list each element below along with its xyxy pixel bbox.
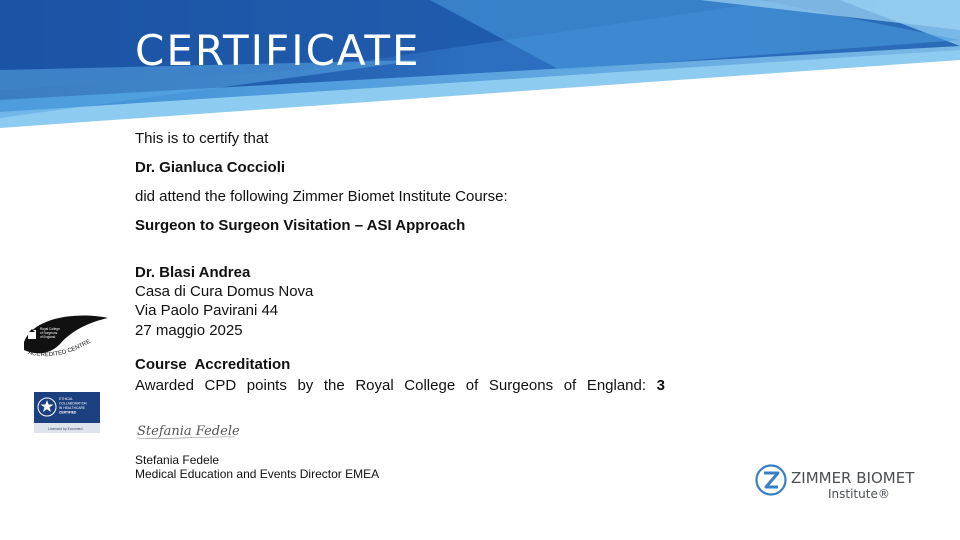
course-name: Surgeon to Surgeon Visitation – ASI Approach [135,217,466,234]
zimmer-biomet-name: ZIMMER BIOMET [791,469,915,487]
rcs-accredited-centre-logo [20,310,115,370]
cpd-text: Awarded CPD points by the Royal College of Surgeons of England: [135,377,647,394]
zimmer-biomet-z-icon [755,464,787,496]
rcs-logo-line1: Royal College [40,327,60,331]
signatory-name: Stefania Fedele [135,453,220,467]
host-name: Dr. Blasi Andrea [135,264,251,281]
attend-text: did attend the following Zimmer Biomet Institute Course: [135,188,508,205]
recipient-name: Dr. Gianluca Coccioli [135,159,286,176]
signature [135,418,245,442]
ethical-collaboration-logo [34,392,100,433]
ec-logo-line1: ETHICAL [59,397,73,401]
rcs-logo-line3: of England [40,335,56,339]
course-date: 27 maggio 2025 [135,322,243,339]
signature-text: Stefania Fedele [137,424,240,439]
host-address: Via Paolo Pavirani 44 [135,302,279,319]
cpd-points: 3 [656,377,665,394]
zimmer-biomet-institute: Institute® [828,487,890,501]
zimmer-biomet-logo [755,462,935,504]
ec-logo-footer: Licensed by Eucomed [48,427,83,431]
certificate-title: CERTIFICATE [135,26,421,75]
ec-logo-line4: CERTIFIED [59,410,77,415]
rcs-logo-line2: of Surgeons [40,331,58,335]
ec-logo-line2: COLLABORATION [59,401,87,406]
rcs-logo-arc-text: ACCREDITED CENTRE [27,338,92,359]
intro-text: This is to certify that [135,130,269,147]
cpd-line [135,377,665,395]
accreditation-heading: Course Accreditation [135,356,291,373]
signatory-role: Medical Education and Events Director EMEA [135,467,380,481]
host-facility: Casa di Cura Domus Nova [135,283,314,300]
ec-logo-line3: IN HEALTHCARE [59,406,86,410]
